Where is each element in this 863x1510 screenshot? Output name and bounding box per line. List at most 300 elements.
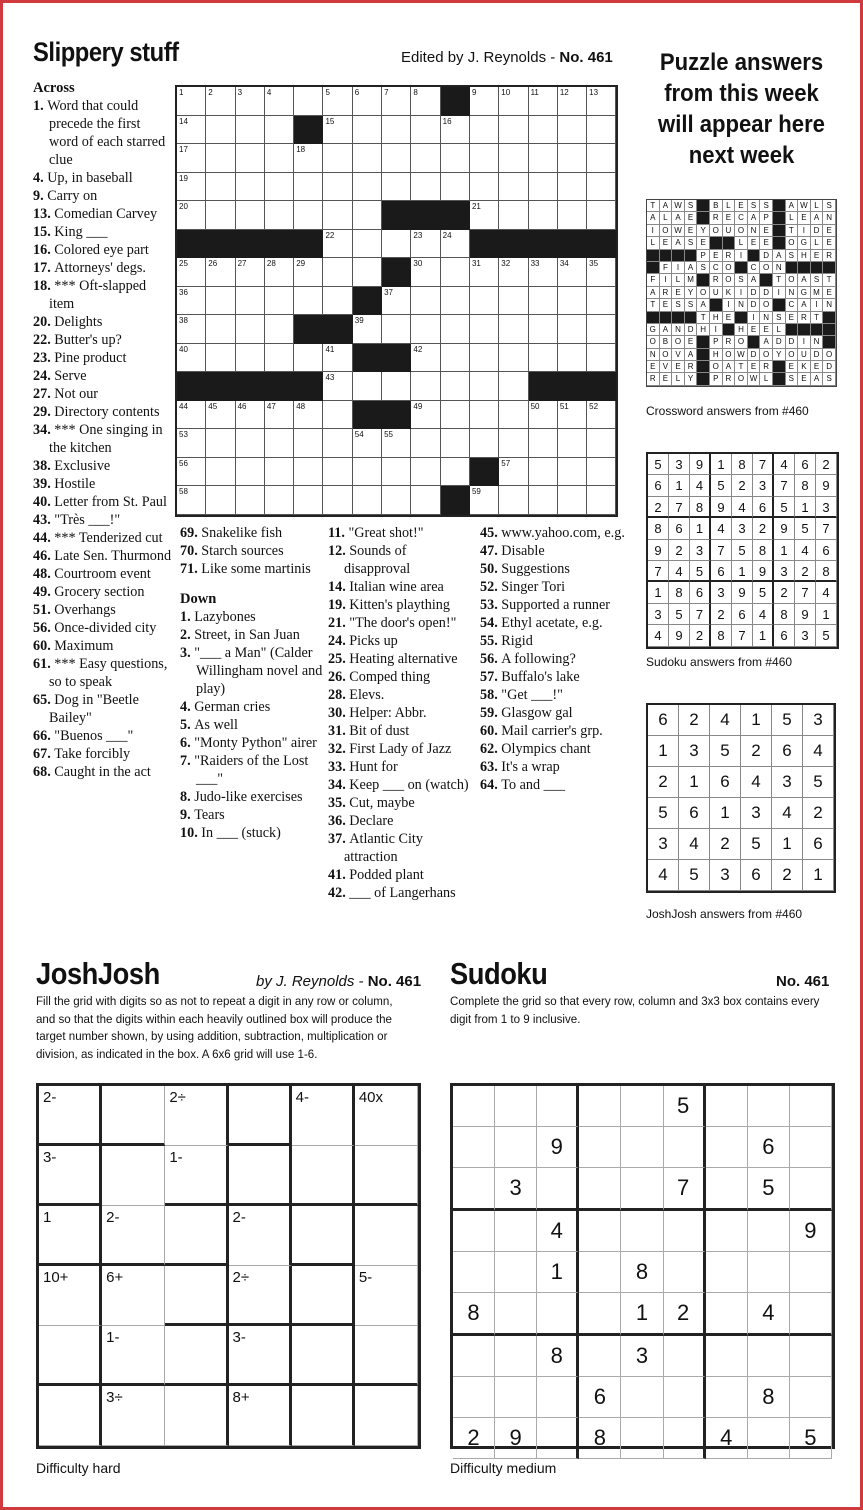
crossword-cell[interactable] (177, 315, 206, 344)
crossword-cell[interactable] (411, 458, 440, 487)
crossword-cell[interactable] (265, 201, 294, 230)
crossword-cell[interactable] (411, 144, 440, 173)
sudoku-cell[interactable]: 8 (621, 1252, 663, 1293)
sudoku-cell[interactable] (790, 1168, 832, 1211)
crossword-cell[interactable] (236, 173, 265, 202)
crossword-cell[interactable] (353, 230, 382, 259)
sudoku-cell[interactable]: 8 (579, 1418, 621, 1459)
crossword-cell[interactable] (587, 116, 616, 145)
crossword-cell[interactable] (587, 258, 616, 287)
crossword-cell[interactable] (558, 429, 587, 458)
crossword-cell[interactable] (411, 258, 440, 287)
crossword-cell[interactable] (323, 458, 352, 487)
crossword-cell[interactable] (470, 287, 499, 316)
crossword-cell[interactable] (558, 201, 587, 230)
crossword-cell[interactable] (529, 401, 558, 430)
crossword-cell[interactable] (529, 173, 558, 202)
sudoku-cell[interactable] (453, 1168, 495, 1211)
joshjosh-cell[interactable] (355, 1146, 418, 1206)
crossword-cell[interactable] (587, 486, 616, 515)
sudoku-cell[interactable]: 5 (748, 1168, 790, 1211)
sudoku-cell[interactable] (664, 1336, 706, 1377)
sudoku-cell[interactable]: 3 (621, 1336, 663, 1377)
crossword-cell[interactable] (353, 201, 382, 230)
joshjosh-cell[interactable] (165, 1206, 228, 1266)
sudoku-cell[interactable] (579, 1086, 621, 1127)
sudoku-cell[interactable]: 9 (537, 1127, 579, 1168)
crossword-cell[interactable] (353, 144, 382, 173)
sudoku-cell[interactable]: 4 (537, 1211, 579, 1252)
sudoku-cell[interactable] (537, 1377, 579, 1418)
crossword-cell[interactable] (529, 144, 558, 173)
sudoku-cell[interactable] (537, 1293, 579, 1336)
sudoku-cell[interactable] (748, 1252, 790, 1293)
joshjosh-cell[interactable] (102, 1086, 165, 1146)
crossword-cell[interactable] (323, 344, 352, 373)
crossword-cell[interactable] (470, 429, 499, 458)
crossword-cell[interactable] (587, 87, 616, 116)
crossword-cell[interactable] (177, 458, 206, 487)
crossword-cell[interactable] (587, 144, 616, 173)
crossword-cell[interactable] (382, 315, 411, 344)
sudoku-cell[interactable]: 9 (790, 1211, 832, 1252)
crossword-cell[interactable] (353, 372, 382, 401)
crossword-cell[interactable] (206, 87, 235, 116)
crossword-cell[interactable] (294, 458, 323, 487)
crossword-cell[interactable] (441, 315, 470, 344)
joshjosh-cell[interactable]: 2- (102, 1206, 165, 1266)
crossword-cell[interactable] (499, 401, 528, 430)
crossword-cell[interactable] (294, 201, 323, 230)
sudoku-cell[interactable] (537, 1168, 579, 1211)
crossword-cell[interactable] (587, 344, 616, 373)
crossword-cell[interactable] (206, 344, 235, 373)
crossword-cell[interactable] (587, 201, 616, 230)
crossword-cell[interactable] (441, 116, 470, 145)
crossword-cell[interactable] (382, 116, 411, 145)
crossword-cell[interactable] (294, 401, 323, 430)
crossword-cell[interactable] (206, 401, 235, 430)
crossword-cell[interactable] (177, 287, 206, 316)
crossword-cell[interactable] (529, 315, 558, 344)
crossword-cell[interactable] (236, 315, 265, 344)
crossword-cell[interactable] (470, 87, 499, 116)
crossword-cell[interactable] (470, 173, 499, 202)
sudoku-cell[interactable] (621, 1211, 663, 1252)
sudoku-cell[interactable] (579, 1127, 621, 1168)
crossword-cell[interactable] (177, 344, 206, 373)
crossword-cell[interactable] (382, 429, 411, 458)
sudoku-cell[interactable] (790, 1336, 832, 1377)
joshjosh-cell[interactable] (292, 1266, 355, 1326)
crossword-cell[interactable] (206, 486, 235, 515)
crossword-cell[interactable] (558, 116, 587, 145)
crossword-cell[interactable] (323, 116, 352, 145)
crossword-cell[interactable] (236, 458, 265, 487)
crossword-cell[interactable] (353, 458, 382, 487)
crossword-cell[interactable] (441, 344, 470, 373)
sudoku-cell[interactable] (706, 1127, 748, 1168)
crossword-cell[interactable] (265, 401, 294, 430)
crossword-cell[interactable] (470, 401, 499, 430)
crossword-cell[interactable] (206, 287, 235, 316)
joshjosh-cell[interactable]: 5- (355, 1266, 418, 1326)
crossword-cell[interactable] (411, 344, 440, 373)
crossword-cell[interactable] (529, 458, 558, 487)
crossword-cell[interactable] (558, 344, 587, 373)
joshjosh-cell[interactable] (102, 1146, 165, 1206)
joshjosh-cell[interactable]: 1- (102, 1326, 165, 1386)
crossword-cell[interactable] (587, 315, 616, 344)
crossword-cell[interactable] (411, 116, 440, 145)
sudoku-cell[interactable] (495, 1293, 537, 1336)
crossword-cell[interactable] (411, 429, 440, 458)
crossword-cell[interactable] (529, 486, 558, 515)
joshjosh-cell[interactable] (355, 1326, 418, 1386)
sudoku-cell[interactable] (664, 1377, 706, 1418)
crossword-cell[interactable] (499, 116, 528, 145)
joshjosh-cell[interactable] (165, 1266, 228, 1326)
crossword-cell[interactable] (382, 87, 411, 116)
crossword-cell[interactable] (294, 258, 323, 287)
crossword-cell[interactable] (177, 429, 206, 458)
crossword-cell[interactable] (499, 201, 528, 230)
crossword-cell[interactable] (587, 173, 616, 202)
crossword-cell[interactable] (265, 486, 294, 515)
joshjosh-cell[interactable] (39, 1326, 102, 1386)
crossword-cell[interactable] (499, 287, 528, 316)
crossword-cell[interactable] (323, 429, 352, 458)
joshjosh-cell[interactable]: 4- (292, 1086, 355, 1146)
crossword-cell[interactable] (441, 429, 470, 458)
joshjosh-cell[interactable] (292, 1146, 355, 1206)
crossword-cell[interactable] (206, 201, 235, 230)
sudoku-cell[interactable] (706, 1211, 748, 1252)
crossword-cell[interactable] (470, 144, 499, 173)
joshjosh-cell[interactable]: 2- (229, 1206, 292, 1266)
crossword-cell[interactable] (558, 287, 587, 316)
crossword-cell[interactable] (441, 458, 470, 487)
joshjosh-cell[interactable]: 8+ (229, 1386, 292, 1446)
crossword-cell[interactable] (177, 201, 206, 230)
crossword-cell[interactable] (236, 486, 265, 515)
sudoku-cell[interactable]: 6 (748, 1127, 790, 1168)
crossword-cell[interactable] (265, 287, 294, 316)
sudoku-cell[interactable]: 8 (537, 1336, 579, 1377)
sudoku-cell[interactable] (790, 1086, 832, 1127)
crossword-cell[interactable] (499, 315, 528, 344)
sudoku-cell[interactable] (664, 1418, 706, 1459)
crossword-cell[interactable] (294, 486, 323, 515)
crossword-cell[interactable] (265, 458, 294, 487)
crossword-cell[interactable] (411, 486, 440, 515)
crossword-cell[interactable] (587, 287, 616, 316)
joshjosh-cell[interactable] (39, 1386, 102, 1446)
crossword-cell[interactable] (323, 486, 352, 515)
crossword-cell[interactable] (265, 173, 294, 202)
crossword-cell[interactable] (382, 372, 411, 401)
crossword-cell[interactable] (294, 173, 323, 202)
sudoku-cell[interactable]: 4 (748, 1293, 790, 1336)
crossword-cell[interactable] (177, 173, 206, 202)
joshjosh-cell[interactable]: 10+ (39, 1266, 102, 1326)
joshjosh-cell[interactable]: 2÷ (165, 1086, 228, 1146)
sudoku-cell[interactable] (706, 1086, 748, 1127)
sudoku-cell[interactable] (706, 1168, 748, 1211)
crossword-cell[interactable] (265, 144, 294, 173)
crossword-cell[interactable] (441, 258, 470, 287)
crossword-cell[interactable] (206, 116, 235, 145)
joshjosh-cell[interactable]: 1- (165, 1146, 228, 1206)
crossword-cell[interactable] (236, 201, 265, 230)
sudoku-cell[interactable] (495, 1211, 537, 1252)
crossword-cell[interactable] (265, 116, 294, 145)
crossword-cell[interactable] (382, 458, 411, 487)
crossword-cell[interactable] (323, 230, 352, 259)
sudoku-cell[interactable] (706, 1336, 748, 1377)
sudoku-cell[interactable] (748, 1336, 790, 1377)
crossword-cell[interactable] (558, 401, 587, 430)
crossword-cell[interactable] (177, 486, 206, 515)
crossword-cell[interactable] (323, 144, 352, 173)
crossword-cell[interactable] (323, 201, 352, 230)
sudoku-cell[interactable] (579, 1293, 621, 1336)
sudoku-cell[interactable] (579, 1168, 621, 1211)
sudoku-cell[interactable]: 3 (495, 1168, 537, 1211)
crossword-cell[interactable] (558, 144, 587, 173)
crossword-cell[interactable] (353, 258, 382, 287)
sudoku-cell[interactable]: 2 (453, 1418, 495, 1459)
crossword-cell[interactable] (206, 315, 235, 344)
sudoku-cell[interactable] (748, 1086, 790, 1127)
crossword-cell[interactable] (177, 116, 206, 145)
crossword-cell[interactable] (441, 401, 470, 430)
sudoku-cell[interactable] (790, 1252, 832, 1293)
sudoku-cell[interactable] (664, 1211, 706, 1252)
crossword-cell[interactable] (177, 258, 206, 287)
crossword-cell[interactable] (529, 201, 558, 230)
crossword-cell[interactable] (236, 344, 265, 373)
joshjosh-cell[interactable]: 3÷ (102, 1386, 165, 1446)
sudoku-cell[interactable] (664, 1127, 706, 1168)
crossword-cell[interactable] (382, 173, 411, 202)
sudoku-cell[interactable] (579, 1252, 621, 1293)
crossword-cell[interactable] (206, 258, 235, 287)
sudoku-cell[interactable] (495, 1252, 537, 1293)
crossword-cell[interactable] (236, 144, 265, 173)
crossword-cell[interactable] (499, 344, 528, 373)
sudoku-cell[interactable] (579, 1336, 621, 1377)
crossword-cell[interactable] (236, 401, 265, 430)
crossword-cell[interactable] (323, 87, 352, 116)
joshjosh-cell[interactable] (292, 1206, 355, 1266)
crossword-cell[interactable] (411, 230, 440, 259)
crossword-cell[interactable] (294, 287, 323, 316)
sudoku-cell[interactable]: 9 (495, 1418, 537, 1459)
crossword-cell[interactable] (411, 401, 440, 430)
crossword-cell[interactable] (499, 258, 528, 287)
crossword-cell[interactable] (558, 173, 587, 202)
crossword-cell[interactable] (353, 429, 382, 458)
sudoku-cell[interactable] (790, 1127, 832, 1168)
crossword-cell[interactable] (323, 372, 352, 401)
crossword-cell[interactable] (323, 258, 352, 287)
joshjosh-cell[interactable]: 40x (355, 1086, 418, 1146)
sudoku-cell[interactable] (537, 1418, 579, 1459)
crossword-cell[interactable] (587, 458, 616, 487)
crossword-cell[interactable] (323, 287, 352, 316)
crossword-cell[interactable] (265, 258, 294, 287)
crossword-cell[interactable] (323, 401, 352, 430)
sudoku-cell[interactable]: 8 (748, 1377, 790, 1418)
crossword-cell[interactable] (323, 173, 352, 202)
sudoku-cell[interactable]: 8 (453, 1293, 495, 1336)
joshjosh-cell[interactable]: 3- (39, 1146, 102, 1206)
sudoku-cell[interactable] (748, 1211, 790, 1252)
sudoku-cell[interactable] (537, 1086, 579, 1127)
crossword-cell[interactable] (499, 486, 528, 515)
sudoku-cell[interactable] (621, 1377, 663, 1418)
crossword-cell[interactable] (587, 429, 616, 458)
crossword-cell[interactable] (470, 201, 499, 230)
crossword-cell[interactable] (470, 116, 499, 145)
joshjosh-cell[interactable]: 3- (229, 1326, 292, 1386)
joshjosh-cell[interactable] (229, 1086, 292, 1146)
sudoku-cell[interactable] (453, 1086, 495, 1127)
joshjosh-cell[interactable] (292, 1386, 355, 1446)
crossword-cell[interactable] (353, 87, 382, 116)
sudoku-cell[interactable]: 2 (664, 1293, 706, 1336)
crossword-cell[interactable] (529, 344, 558, 373)
crossword-cell[interactable] (353, 486, 382, 515)
crossword-cell[interactable] (382, 287, 411, 316)
crossword-cell[interactable] (558, 258, 587, 287)
sudoku-cell[interactable] (790, 1377, 832, 1418)
sudoku-cell[interactable] (621, 1086, 663, 1127)
joshjosh-cell[interactable]: 2- (39, 1086, 102, 1146)
sudoku-cell[interactable]: 1 (537, 1252, 579, 1293)
joshjosh-cell[interactable] (229, 1146, 292, 1206)
crossword-cell[interactable] (382, 486, 411, 515)
crossword-cell[interactable] (587, 401, 616, 430)
crossword-cell[interactable] (411, 372, 440, 401)
joshjosh-cell[interactable] (292, 1326, 355, 1386)
crossword-cell[interactable] (470, 315, 499, 344)
crossword-cell[interactable] (499, 87, 528, 116)
sudoku-cell[interactable] (664, 1252, 706, 1293)
crossword-cell[interactable] (206, 144, 235, 173)
sudoku-cell[interactable] (453, 1377, 495, 1418)
crossword-cell[interactable] (206, 173, 235, 202)
crossword-cell[interactable] (499, 372, 528, 401)
crossword-cell[interactable] (499, 173, 528, 202)
sudoku-cell[interactable]: 1 (621, 1293, 663, 1336)
sudoku-cell[interactable]: 4 (706, 1418, 748, 1459)
crossword-cell[interactable] (177, 87, 206, 116)
crossword-cell[interactable] (294, 87, 323, 116)
crossword-cell[interactable] (206, 429, 235, 458)
crossword-cell[interactable] (529, 87, 558, 116)
joshjosh-cell[interactable] (355, 1206, 418, 1266)
crossword-cell[interactable] (441, 287, 470, 316)
sudoku-cell[interactable] (748, 1418, 790, 1459)
crossword-cell[interactable] (499, 144, 528, 173)
sudoku-cell[interactable] (706, 1293, 748, 1336)
sudoku-cell[interactable]: 6 (579, 1377, 621, 1418)
sudoku-cell[interactable] (495, 1377, 537, 1418)
crossword-cell[interactable] (411, 87, 440, 116)
joshjosh-cell[interactable] (165, 1326, 228, 1386)
joshjosh-cell[interactable]: 6+ (102, 1266, 165, 1326)
sudoku-cell[interactable] (453, 1252, 495, 1293)
crossword-cell[interactable] (529, 116, 558, 145)
crossword-cell[interactable] (265, 315, 294, 344)
crossword-cell[interactable] (177, 144, 206, 173)
crossword-cell[interactable] (529, 287, 558, 316)
crossword-cell[interactable] (353, 116, 382, 145)
sudoku-cell[interactable] (453, 1127, 495, 1168)
crossword-cell[interactable] (558, 87, 587, 116)
sudoku-cell[interactable] (621, 1418, 663, 1459)
crossword-cell[interactable] (265, 87, 294, 116)
crossword-cell[interactable] (294, 144, 323, 173)
crossword-cell[interactable] (236, 287, 265, 316)
crossword-cell[interactable] (353, 173, 382, 202)
crossword-cell[interactable] (294, 344, 323, 373)
crossword-cell[interactable] (499, 429, 528, 458)
sudoku-cell[interactable] (706, 1252, 748, 1293)
crossword-cell[interactable] (411, 173, 440, 202)
crossword-cell[interactable] (441, 230, 470, 259)
sudoku-cell[interactable] (453, 1211, 495, 1252)
crossword-cell[interactable] (265, 429, 294, 458)
crossword-cell[interactable] (470, 258, 499, 287)
crossword-cell[interactable] (470, 486, 499, 515)
sudoku-cell[interactable] (621, 1168, 663, 1211)
crossword-cell[interactable] (353, 315, 382, 344)
crossword-cell[interactable] (411, 315, 440, 344)
crossword-cell[interactable] (558, 486, 587, 515)
crossword-cell[interactable] (206, 458, 235, 487)
sudoku-cell[interactable] (790, 1293, 832, 1336)
crossword-cell[interactable] (236, 116, 265, 145)
joshjosh-cell[interactable]: 1 (39, 1206, 102, 1266)
crossword-cell[interactable] (236, 258, 265, 287)
joshjosh-cell[interactable]: 2÷ (229, 1266, 292, 1326)
crossword-cell[interactable] (558, 458, 587, 487)
joshjosh-cell[interactable] (165, 1386, 228, 1446)
sudoku-cell[interactable] (495, 1086, 537, 1127)
crossword-cell[interactable] (499, 458, 528, 487)
crossword-cell[interactable] (294, 429, 323, 458)
crossword-cell[interactable] (265, 344, 294, 373)
crossword-cell[interactable] (382, 144, 411, 173)
crossword-cell[interactable] (236, 87, 265, 116)
crossword-cell[interactable] (470, 372, 499, 401)
sudoku-cell[interactable]: 5 (790, 1418, 832, 1459)
sudoku-cell[interactable] (621, 1127, 663, 1168)
sudoku-cell[interactable]: 5 (664, 1086, 706, 1127)
sudoku-cell[interactable] (495, 1336, 537, 1377)
crossword-cell[interactable] (470, 344, 499, 373)
crossword-cell[interactable] (529, 429, 558, 458)
crossword-cell[interactable] (441, 372, 470, 401)
sudoku-cell[interactable] (706, 1377, 748, 1418)
crossword-cell[interactable] (177, 401, 206, 430)
crossword-cell[interactable] (441, 144, 470, 173)
sudoku-cell[interactable] (495, 1127, 537, 1168)
crossword-cell[interactable] (558, 315, 587, 344)
